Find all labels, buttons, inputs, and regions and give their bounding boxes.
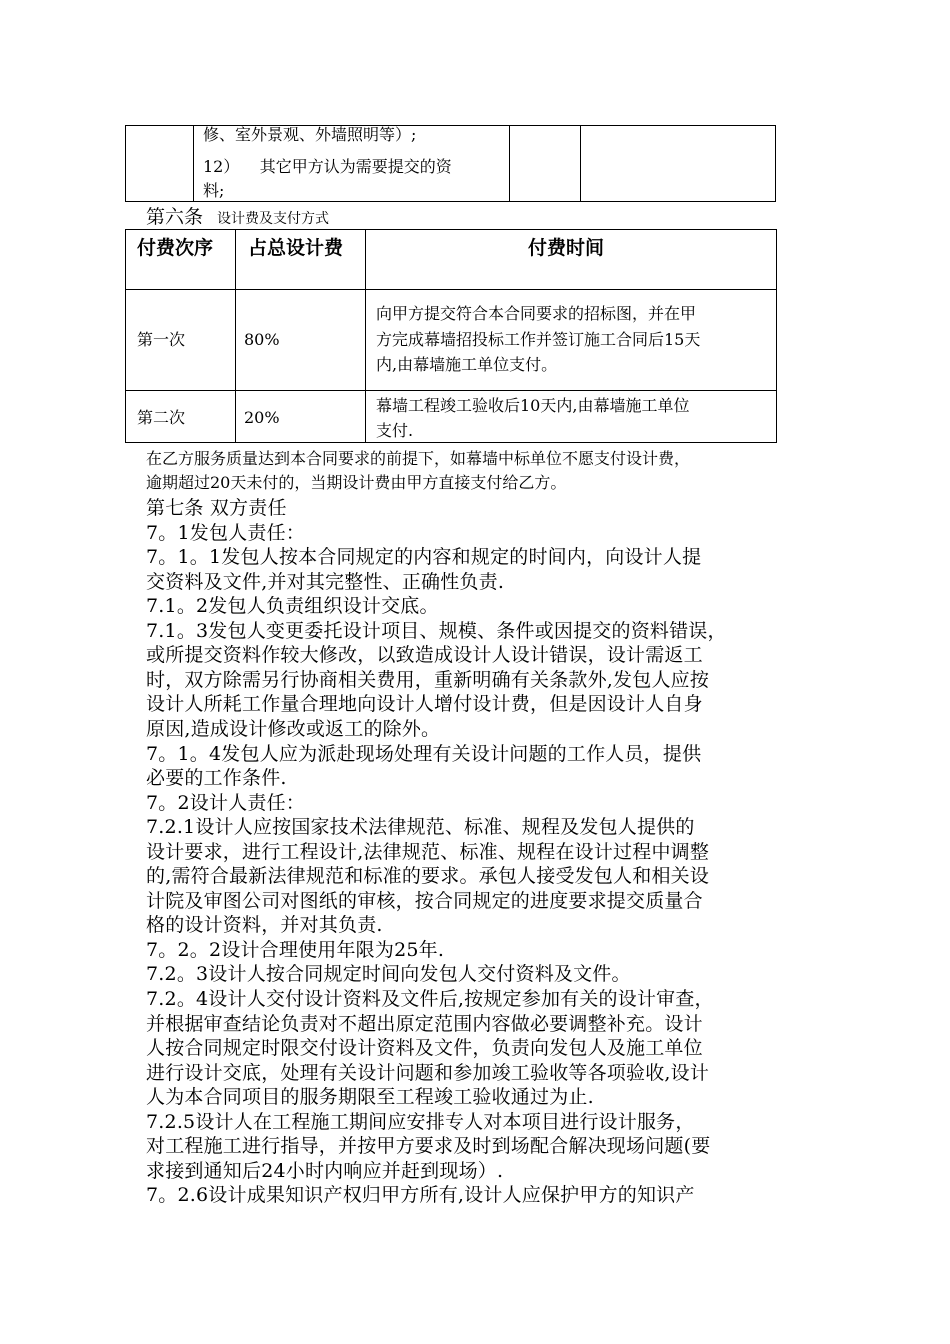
paragraph-line: 必要的工作条件. <box>146 767 287 790</box>
table-cell: 内,由幕墙施工单位支付。 <box>376 355 558 374</box>
paragraph-line: 7.2.1设计人应按国家技术法律规范、标准、规程及发包人提供的 <box>146 816 695 839</box>
table-cell: 向甲方提交符合本合同要求的招标图，并在甲 <box>376 304 697 323</box>
column-header: 付费次序 <box>137 237 214 259</box>
section-heading <box>146 205 329 231</box>
table-cell: 方完成幕墙招投标工作并签订施工合同后15天 <box>376 330 701 349</box>
paragraph-line: 人按合同规定时限交付设计资料及文件，负责向发包人及施工单位 <box>146 1037 703 1060</box>
column-header: 付费时间 <box>528 237 605 259</box>
table-cell: 80% <box>244 330 280 349</box>
paragraph-line: 7。1发包人责任： <box>146 521 305 544</box>
paragraph-line: 格的设计资料，并对其负责. <box>146 914 383 937</box>
paragraph-line: 7。1。4发包人应为派赴现场处理有关设计问题的工作人员，提供 <box>146 742 702 765</box>
article-heading: 第七条 双方责任 <box>146 497 287 519</box>
table-divider <box>126 390 776 391</box>
paragraph-line: 7.2.5设计人在工程施工期间应安排专人对本项目进行设计服务， <box>146 1110 695 1133</box>
column-header: 占总设计费 <box>248 237 344 259</box>
table-cell: 支付. <box>376 421 414 440</box>
paragraph-line: 并根据审查结论负责对不超出原定范围内容做必要调整补充。设计 <box>146 1012 703 1035</box>
paragraph-line: 7.1。2发包人负责组织设计交底。 <box>146 595 439 618</box>
paragraph-line: 时，双方除需另行协商相关费用，重新明确有关条款外,发包人应按 <box>146 668 710 691</box>
paragraph-line: 逾期超过20天未付的，当期设计费由甲方直接支付给乙方。 <box>146 473 567 492</box>
paragraph-line: 求接到通知后24小时内响应并赶到现场）. <box>146 1159 504 1182</box>
paragraph-line: 7.1。3发包人变更委托设计项目、规模、条件或因提交的资料错误， <box>146 619 727 642</box>
table-cell-text: 12） 其它甲方认为需要提交的资 <box>203 157 452 176</box>
table-cell-text: 修、室外景观、外墙照明等）; <box>203 125 417 144</box>
paragraph-line: 7.2。3设计人按合同规定时间向发包人交付资料及文件。 <box>146 963 631 986</box>
table-cell-text: 料; <box>203 181 225 200</box>
paragraph-line: 对工程施工进行指导，并按甲方要求及时到场配合解决现场问题(要 <box>146 1135 711 1158</box>
paragraph-line: 计院及审图公司对图纸的审核，按合同规定的进度要求提交质量合 <box>146 889 703 912</box>
paragraph-line: 7。1。1发包人按本合同规定的内容和规定的时间内，向设计人提 <box>146 546 702 569</box>
paragraph-line: 7。2.6设计成果知识产权归甲方所有,设计人应保护甲方的知识产 <box>146 1184 695 1207</box>
section-subtitle: 设计费及支付方式 <box>217 211 330 227</box>
table-cell: 第一次 <box>137 330 186 349</box>
paragraph-line: 的,需符合最新法律规范和标准的要求。承包人接受发包人和相关设 <box>146 865 710 888</box>
paragraph-line: 或所提交资料作较大修改，以致造成设计人设计错误，设计需返工 <box>146 644 703 667</box>
table-divider <box>365 230 366 442</box>
paragraph-line: 人为本合同项目的服务期限至工程竣工验收通过为止. <box>146 1086 594 1109</box>
paragraph-line: 进行设计交底，处理有关设计问题和参加竣工验收等各项验收,设计 <box>146 1061 710 1084</box>
table-cell: 幕墙工程竣工验收后10天内,由幕墙施工单位 <box>376 396 690 415</box>
payment-table <box>125 229 777 443</box>
table-divider <box>235 230 236 442</box>
section-number: 第六条 <box>146 206 204 228</box>
paragraph-line: 7。2。2设计合理使用年限为25年. <box>146 938 445 961</box>
paragraph-line: 7.2。4设计人交付设计资料及文件后,按规定参加有关的设计审查， <box>146 988 714 1010</box>
table-divider <box>126 289 776 290</box>
table-cell: 第二次 <box>137 408 186 427</box>
paragraph-line: 7。2设计人责任： <box>146 791 305 814</box>
continuation-table <box>125 125 776 202</box>
paragraph-line: 交资料及文件,并对其完整性、正确性负责. <box>146 570 505 593</box>
table-divider <box>509 126 510 201</box>
paragraph-line: 在乙方服务质量达到本合同要求的前提下，如幕墙中标单位不愿支付设计费， <box>146 449 691 468</box>
table-divider <box>193 126 194 201</box>
paragraph-line: 设计人所耗工作量合理地向设计人增付设计费，但是因设计人自身 <box>146 693 703 716</box>
paragraph-line: 设计要求，进行工程设计,法律规范、标准、规程在设计过程中调整 <box>146 840 710 863</box>
table-cell: 20% <box>244 408 280 427</box>
table-divider <box>580 126 581 201</box>
paragraph-line: 原因,造成设计修改或返工的除外。 <box>146 717 441 740</box>
